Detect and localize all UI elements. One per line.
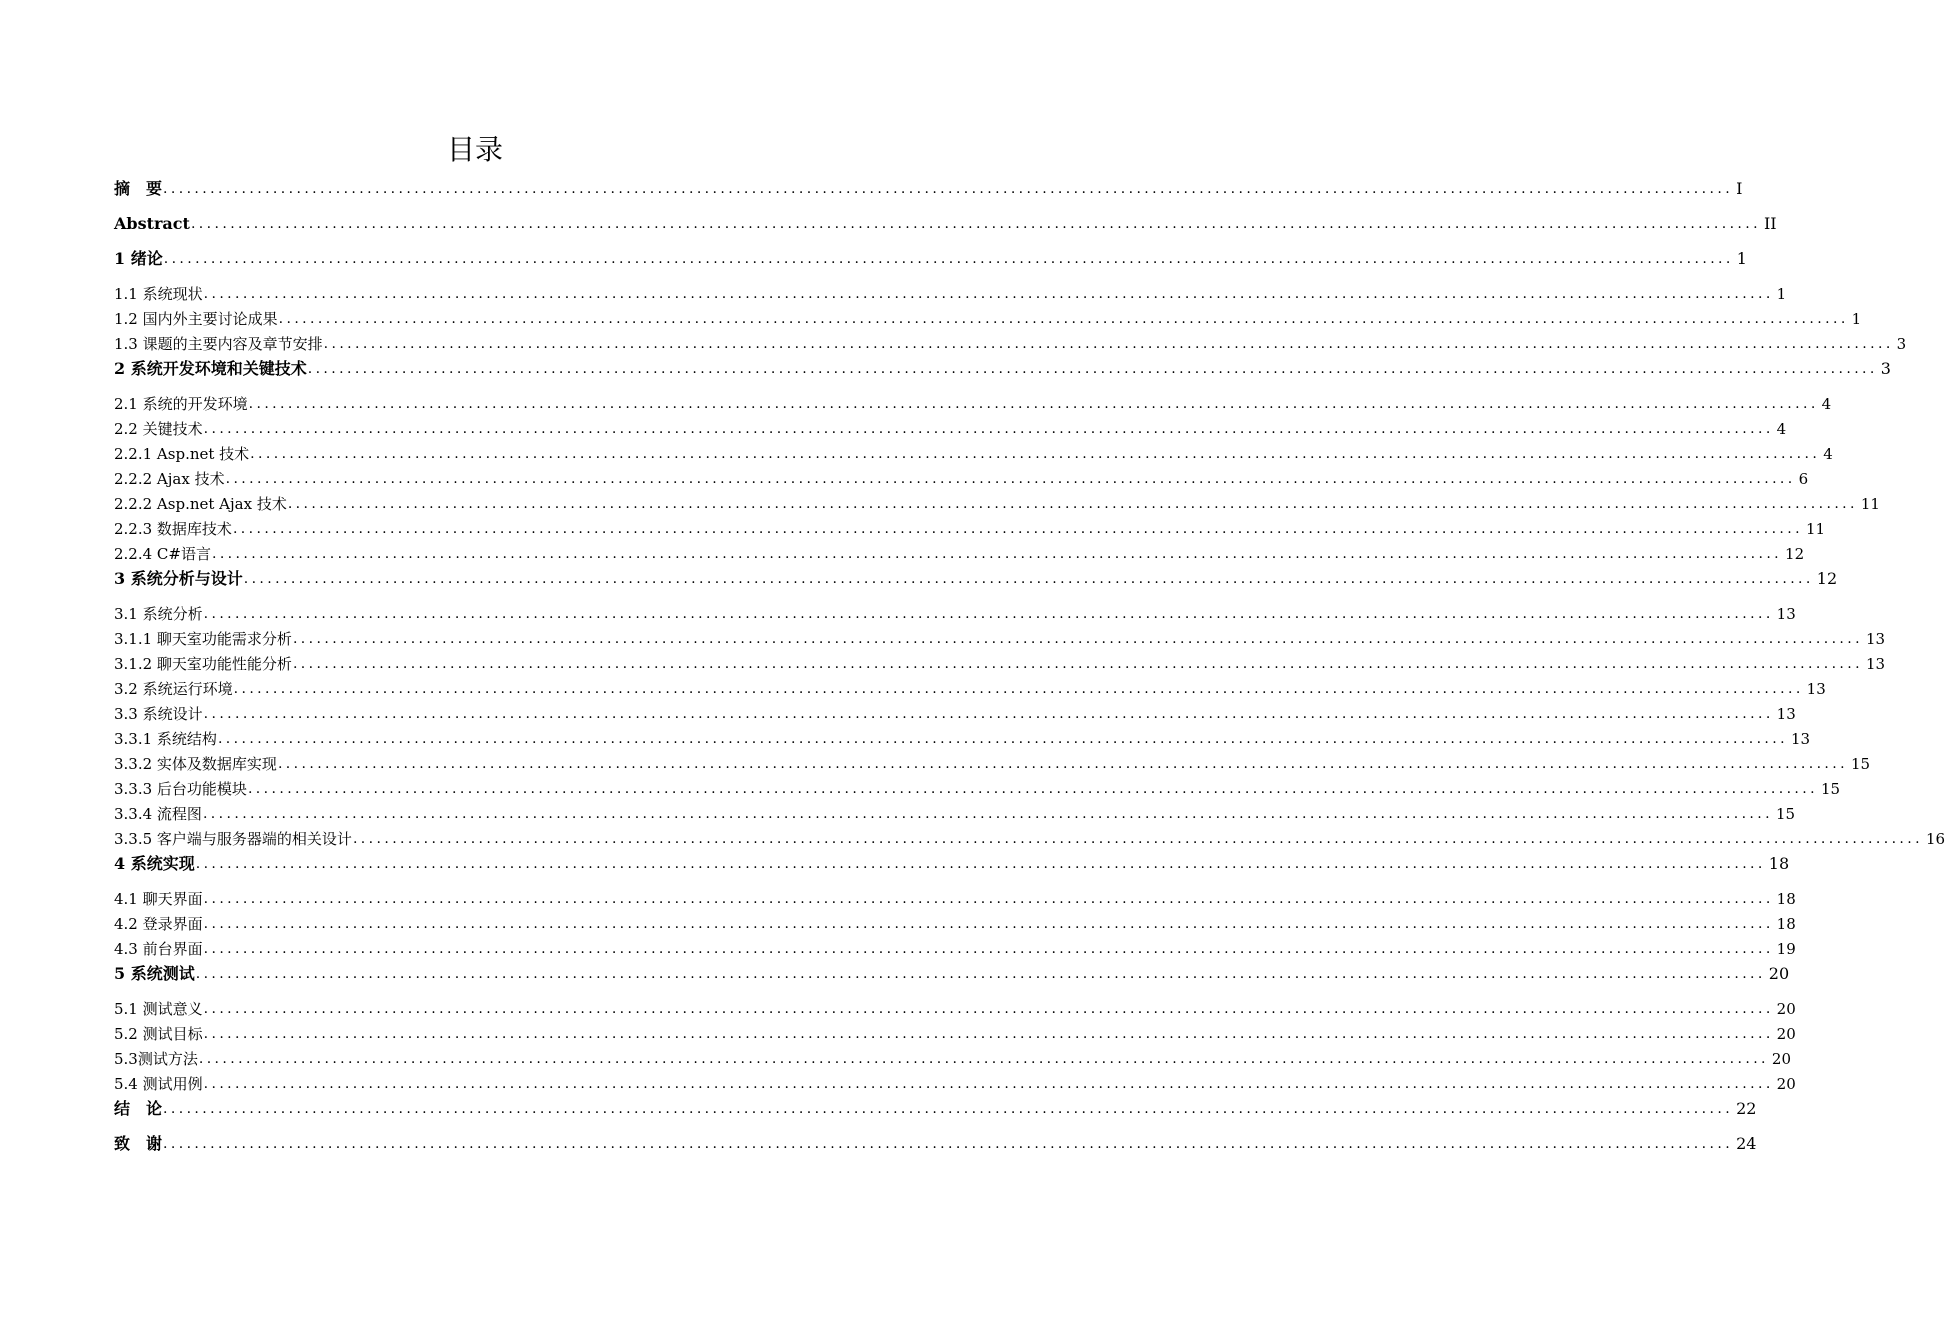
toc-dot-leader: ........................................................................................................................................................................................................ (203, 1001, 1774, 1017)
toc-entry-label: 2.1 系统的开发环境 (114, 395, 248, 413)
toc-dot-leader: ........................................................................................................................................................................................................ (292, 631, 1863, 647)
toc-entry-label: 5.1 测试意义 (114, 1000, 203, 1018)
toc-entry[interactable] (114, 599, 1796, 624)
toc-entry-page: 13 (1806, 680, 1826, 698)
toc-entry[interactable] (114, 174, 1743, 199)
toc-dot-leader: ........................................................................................................................................................................................................ (232, 521, 1803, 537)
toc-entry-page: 4 (1776, 420, 1787, 438)
toc-dot-leader: ........................................................................................................................................................................................................ (352, 831, 1923, 847)
toc-entry-page: 20 (1768, 964, 1790, 983)
toc-entry-label: 3.1.1 聊天室功能需求分析 (114, 630, 292, 648)
toc-entry-page: 15 (1820, 780, 1841, 798)
toc-dot-leader: ........................................................................................................................................................................................................ (163, 181, 1734, 197)
toc-entry[interactable] (114, 464, 1809, 489)
toc-entry-label: 2.2.1 Asp.net 技术 (114, 445, 250, 463)
toc-entry-page: 15 (1850, 755, 1871, 773)
toc-entry-page: 6 (1798, 470, 1809, 488)
toc-dot-leader: ........................................................................................................................................................................................................ (203, 606, 1774, 622)
toc-dot-leader: ........................................................................................................................................................................................................ (277, 756, 1848, 772)
toc-entry-page: 11 (1805, 520, 1826, 538)
toc-dot-leader: ........................................................................................................................................................................................................ (190, 216, 1761, 232)
toc-dot-leader: ........................................................................................................................................................................................................ (203, 891, 1774, 907)
toc-entry-page: 15 (1775, 805, 1796, 823)
toc-entry[interactable] (114, 934, 1796, 959)
toc-entry-label: 3.3.4 流程图 (114, 805, 202, 823)
toc-entry[interactable] (114, 244, 1747, 269)
toc-entry[interactable] (114, 304, 1862, 329)
toc-entry-label: 3.3.3 后台功能模块 (114, 780, 247, 798)
toc-entry[interactable] (114, 439, 1833, 464)
toc-entry-page: 18 (1768, 854, 1790, 873)
toc-entry-label: 5.4 测试用例 (114, 1075, 203, 1093)
toc-entry[interactable] (114, 1129, 1757, 1154)
toc-entry[interactable] (114, 279, 1787, 304)
toc-dot-leader: ........................................................................................................................................................................................................ (163, 1136, 1734, 1152)
toc-entry-page: 20 (1771, 1050, 1791, 1068)
toc-entry-label: 2 系统开发环境和关键技术 (114, 359, 307, 378)
toc-entry-label: 2.2.3 数据库技术 (114, 520, 232, 538)
toc-entry[interactable] (114, 884, 1796, 909)
toc-entry-label: 致 谢 (114, 1134, 163, 1153)
toc-entry-label: 3.2 系统运行环境 (114, 680, 233, 698)
toc-entry[interactable] (114, 539, 1805, 564)
toc-dot-leader: ........................................................................................................................................................................................................ (203, 941, 1774, 957)
toc-entry-label: 1.3 课题的主要内容及章节安排 (114, 335, 323, 353)
toc-entry-label: 3.3.1 系统结构 (114, 730, 217, 748)
toc-entry[interactable] (114, 774, 1841, 799)
toc-entry-label: 1.2 国内外主要讨论成果 (114, 310, 278, 328)
toc-entry-page: 1 (1776, 285, 1787, 303)
toc-entry-label: 3.3.5 客户端与服务器端的相关设计 (114, 830, 352, 848)
toc-entry-page: 11 (1860, 495, 1880, 513)
toc-entry-page: I (1736, 179, 1743, 198)
toc-dot-leader: ........................................................................................................................................................................................................ (323, 336, 1894, 352)
toc-entry[interactable] (114, 209, 1777, 234)
toc-entry-label: 2.2 关键技术 (114, 420, 203, 438)
toc-entry[interactable] (114, 674, 1826, 699)
toc-entry[interactable] (114, 414, 1787, 439)
toc-dot-leader: ........................................................................................................................................................................................................ (248, 396, 1819, 412)
toc-dot-leader: ........................................................................................................................................................................................................ (203, 1076, 1774, 1092)
toc-entry-label: 3.1 系统分析 (114, 605, 203, 623)
toc-dot-leader: ........................................................................................................................................................................................................ (203, 1026, 1774, 1042)
toc-dot-leader: ........................................................................................................................................................................................................ (203, 706, 1774, 722)
toc-entry-page: 13 (1790, 730, 1811, 748)
toc-dot-leader: ........................................................................................................................................................................................................ (217, 731, 1788, 747)
toc-entry-page: 4 (1823, 445, 1833, 463)
toc-entry-page: 13 (1865, 630, 1886, 648)
toc-entry[interactable] (114, 799, 1796, 824)
toc-dot-leader: ........................................................................................................................................................................................................ (195, 856, 1766, 872)
toc-entry[interactable] (114, 849, 1790, 874)
toc-entry-label: 3.3.2 实体及数据库实现 (114, 755, 277, 773)
toc-entry-label: 4.1 聊天界面 (114, 890, 203, 908)
toc-entry[interactable] (114, 354, 1891, 379)
toc-entry-page: 1 (1736, 249, 1747, 268)
toc-entry[interactable] (114, 1094, 1757, 1119)
toc-entry[interactable] (114, 489, 1880, 514)
toc-entry-page: 13 (1865, 655, 1886, 673)
toc-entry-page: 20 (1776, 1075, 1796, 1093)
toc-entry-label: 5.2 测试目标 (114, 1025, 203, 1043)
toc-entry[interactable] (114, 909, 1796, 934)
toc-entry-page: 3 (1896, 335, 1907, 353)
toc-entry-page: 4 (1821, 395, 1832, 413)
page-title: 目录 (446, 133, 503, 166)
toc-dot-leader: ........................................................................................................................................................................................................ (233, 681, 1804, 697)
toc-dot-leader: ........................................................................................................................................................................................................ (163, 251, 1734, 267)
toc-entry[interactable] (114, 624, 1886, 649)
toc-entry-label: 2.2.2 Asp.net Ajax 技术 (114, 495, 287, 513)
toc-entry[interactable] (114, 1044, 1791, 1069)
toc-dot-leader: ........................................................................................................................................................................................................ (225, 471, 1796, 487)
toc-entry[interactable] (114, 649, 1886, 674)
toc-dot-leader: ........................................................................................................................................................................................................ (247, 781, 1818, 797)
toc-entry-label: 1.1 系统现状 (114, 285, 203, 303)
toc-dot-leader: ........................................................................................................................................................................................................ (243, 571, 1814, 587)
toc-entry[interactable] (114, 564, 1838, 589)
toc-entry-label: 2.2.4 C#语言 (114, 545, 211, 563)
toc-entry[interactable] (114, 724, 1811, 749)
toc-entry-label: 3 系统分析与设计 (114, 569, 243, 588)
toc-entry-label: 3.3 系统设计 (114, 705, 203, 723)
toc-dot-leader: ........................................................................................................................................................................................................ (203, 916, 1774, 932)
toc-entry[interactable] (114, 699, 1796, 724)
toc-dot-leader: ........................................................................................................................................................................................................ (163, 1101, 1734, 1117)
toc-entry-page: 1 (1851, 310, 1862, 328)
toc-entry[interactable] (114, 749, 1871, 774)
toc-dot-leader: ........................................................................................................................................................................................................ (250, 446, 1821, 462)
toc-entry-label: 5.3测试方法 (114, 1050, 198, 1068)
toc-entry-page: 22 (1736, 1099, 1757, 1118)
toc-entry-page: 18 (1776, 890, 1796, 908)
toc-entry[interactable] (114, 1019, 1796, 1044)
toc-entry-page: 19 (1776, 940, 1796, 958)
toc-dot-leader: ........................................................................................................................................................................................................ (203, 421, 1774, 437)
toc-entry-label: 2.2.2 Ajax 技术 (114, 470, 225, 488)
toc-entry[interactable] (114, 959, 1790, 984)
toc-entry-page: II (1763, 214, 1777, 233)
toc-entry[interactable] (114, 994, 1796, 1019)
toc-dot-leader: ........................................................................................................................................................................................................ (292, 656, 1863, 672)
toc-dot-leader: ........................................................................................................................................................................................................ (198, 1051, 1769, 1067)
toc-entry[interactable] (114, 1069, 1796, 1094)
toc-entry-label: 3.1.2 聊天室功能性能分析 (114, 655, 292, 673)
toc-entry-page: 3 (1880, 359, 1891, 378)
toc-entry-page: 20 (1776, 1025, 1796, 1043)
toc-entry-label: 4.2 登录界面 (114, 915, 203, 933)
toc-entry-page: 13 (1776, 705, 1796, 723)
toc-entry-label: 5 系统测试 (114, 964, 195, 983)
toc-entry-label: 4.3 前台界面 (114, 940, 203, 958)
toc-dot-leader: ........................................................................................................................................................................................................ (202, 806, 1773, 822)
toc-entry[interactable] (114, 824, 1945, 849)
toc-dot-leader: ........................................................................................................................................................................................................ (203, 286, 1774, 302)
toc-entry-label: 摘 要 (114, 179, 163, 198)
toc-entry-page: 12 (1816, 569, 1838, 588)
toc-dot-leader: ........................................................................................................................................................................................................ (195, 966, 1766, 982)
toc-entry-label: 结 论 (114, 1099, 163, 1118)
toc-entry-page: 12 (1785, 545, 1805, 563)
toc-entry-page: 24 (1736, 1134, 1757, 1153)
toc-entry-label: Abstract (114, 214, 190, 233)
toc-entry-label: 1 绪论 (114, 249, 163, 268)
toc-dot-leader: ........................................................................................................................................................................................................ (211, 546, 1783, 562)
toc-dot-leader: ........................................................................................................................................................................................................ (307, 361, 1878, 377)
toc-entry-page: 18 (1776, 915, 1796, 933)
toc-dot-leader: ........................................................................................................................................................................................................ (287, 496, 1858, 512)
toc-entry[interactable] (114, 514, 1826, 539)
toc-entry-page: 13 (1776, 605, 1796, 623)
toc-entry[interactable] (114, 389, 1832, 414)
toc-entry-label: 4 系统实现 (114, 854, 195, 873)
toc-dot-leader: ........................................................................................................................................................................................................ (278, 311, 1849, 327)
toc-entry-page: 20 (1776, 1000, 1796, 1018)
toc-entry[interactable] (114, 329, 1907, 354)
toc-entry-page: 16 (1925, 830, 1945, 848)
